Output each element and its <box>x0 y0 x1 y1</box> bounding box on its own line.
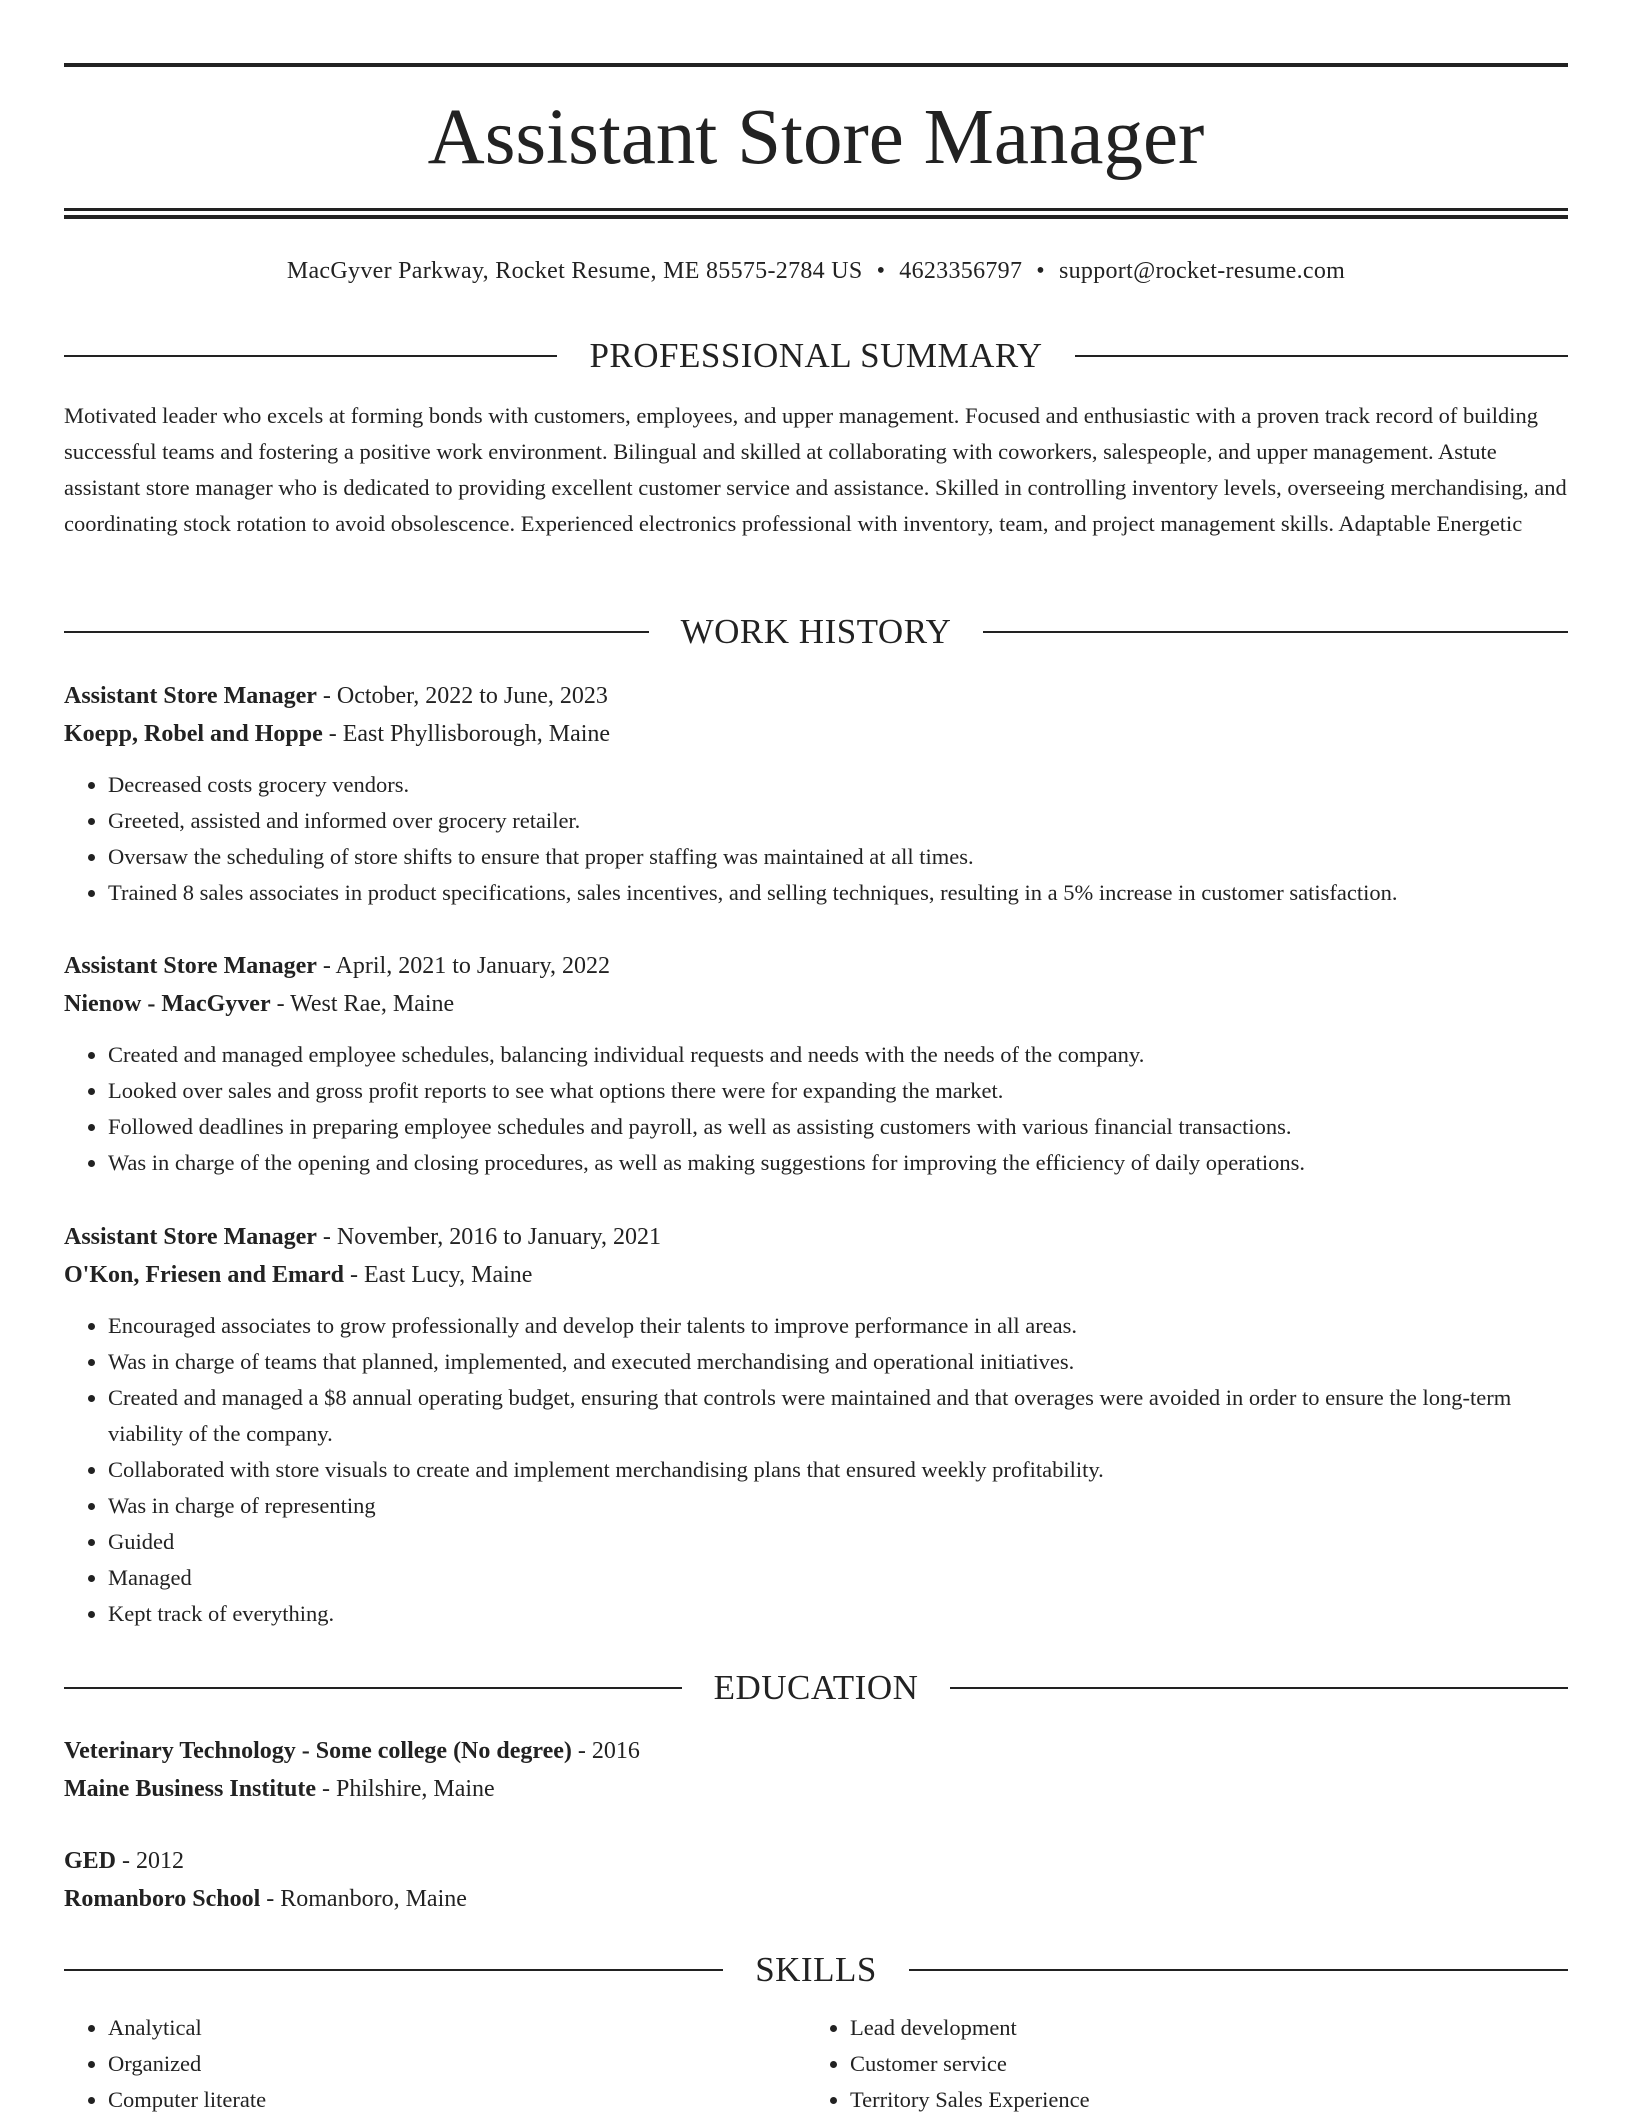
section-title: SKILLS <box>755 1950 877 1989</box>
job-title-line <box>64 677 1568 715</box>
list-item: • Trained 8 sales associates in product specifications, sales incentives, and selling techniques, resulting in a 5% increase in customer satisfaction. <box>108 875 1568 911</box>
job-dates: - November, 2016 to January, 2021 <box>316 1224 661 1250</box>
heading-rule <box>950 1687 1568 1689</box>
skill-item: • Organized <box>108 2046 806 2082</box>
section-heading-work-history <box>64 610 1568 654</box>
skills-list-right <box>806 2010 1548 2118</box>
job-company-line <box>64 1256 1568 1294</box>
list-item: • Created and managed employee schedules, balancing individual requests and needs with the needs of the company. <box>108 1037 1568 1073</box>
job-location: - West Rae, Maine <box>270 991 455 1017</box>
list-item: • Managed <box>108 1560 1568 1596</box>
heading-rule <box>983 631 1568 633</box>
job-dates: - April, 2021 to January, 2022 <box>316 953 610 979</box>
title-divider-upper <box>64 208 1568 211</box>
list-item: • Encouraged associates to grow professionally and develop their talents to improve performance in all areas. <box>108 1308 1568 1344</box>
job-location: - East Phyllisborough, Maine <box>322 721 611 747</box>
list-item: • Guided <box>108 1524 1568 1560</box>
list-item: • Looked over sales and gross profit reports to see what options there were for expanding the market. <box>108 1073 1568 1109</box>
job-bullets <box>64 1308 1568 1632</box>
heading-rule <box>64 355 557 357</box>
education-entry <box>64 1842 1568 1918</box>
skill-item: • Lead development <box>850 2010 1548 2046</box>
education-degree-line <box>64 1732 1568 1770</box>
education-school-line <box>64 1770 1568 1808</box>
contact-line <box>64 252 1568 290</box>
section-heading-skills <box>64 1948 1568 1992</box>
skill-item: • Analytical <box>108 2010 806 2046</box>
list-item: • Decreased costs grocery vendors. <box>108 767 1568 803</box>
list-item: • Kept track of everything. <box>108 1596 1568 1632</box>
section-title: WORK HISTORY <box>680 612 952 651</box>
list-item: • Oversaw the scheduling of store shifts to ensure that proper staffing was maintained at all times. <box>108 839 1568 875</box>
job-company: Nienow - MacGyver <box>64 991 271 1017</box>
list-item: • Followed deadlines in preparing employee schedules and payroll, as well as assisting customers with various financial transactions. <box>108 1109 1568 1145</box>
list-item: • Collaborated with store visuals to create and implement merchandising plans that ensured weekly profitability. <box>108 1452 1568 1488</box>
job-location: - East Lucy, Maine <box>344 1262 533 1288</box>
skill-item: • Computer literate <box>108 2082 806 2118</box>
job-company-line <box>64 715 1568 753</box>
contact-phone[interactable]: 4623356797 <box>899 258 1023 284</box>
list-item: • Created and managed a $8 annual operating budget, ensuring that controls were maintained and that overages were avoided in order to ensure the long-term viability of the company. <box>108 1380 1568 1452</box>
skill-item: • Customer service <box>850 2046 1548 2082</box>
title-divider-lower <box>64 215 1568 219</box>
contact-separator: • <box>876 258 886 284</box>
education-school: Romanboro School <box>64 1886 261 1912</box>
heading-rule <box>64 1969 723 1971</box>
job-role: Assistant Store Manager <box>64 1224 317 1250</box>
job-title-line <box>64 1218 1568 1256</box>
education-degree: GED <box>64 1848 117 1874</box>
education-year: - 2016 <box>571 1738 640 1764</box>
top-divider <box>64 63 1568 67</box>
education-location: - Romanboro, Maine <box>260 1886 467 1912</box>
heading-rule <box>1075 355 1568 357</box>
heading-rule <box>909 1969 1568 1971</box>
job-entry <box>64 947 1568 1181</box>
job-role: Assistant Store Manager <box>64 683 317 709</box>
list-item: • Was in charge of the opening and closing procedures, as well as making suggestions for improving the efficiency of daily operations. <box>108 1145 1568 1181</box>
heading-rule <box>64 1687 682 1689</box>
heading-rule <box>64 631 649 633</box>
list-item: • Greeted, assisted and informed over grocery retailer. <box>108 803 1568 839</box>
education-degree-line <box>64 1842 1568 1880</box>
job-bullets <box>64 1037 1568 1181</box>
section-title: EDUCATION <box>713 1668 919 1707</box>
list-item: • Was in charge of teams that planned, implemented, and executed merchandising and operational initiatives. <box>108 1344 1568 1380</box>
job-company: O'Kon, Friesen and Emard <box>64 1262 345 1288</box>
job-entry <box>64 1218 1568 1632</box>
resume-title: Assistant Store Manager <box>427 94 1205 181</box>
education-school-line <box>64 1880 1568 1918</box>
education-degree: Veterinary Technology - Some college (No degree) <box>64 1738 572 1764</box>
job-company-line <box>64 985 1568 1023</box>
section-title: PROFESSIONAL SUMMARY <box>589 336 1043 375</box>
section-heading-summary <box>64 334 1568 378</box>
education-location: - Philshire, Maine <box>316 1776 495 1802</box>
job-title-line <box>64 947 1568 985</box>
contact-separator: • <box>1036 258 1045 284</box>
contact-address: MacGyver Parkway, Rocket Resume, ME 85575-2784 US <box>286 258 863 284</box>
contact-email[interactable]: support@rocket-resume.com <box>1058 258 1346 284</box>
education-entry <box>64 1732 1568 1808</box>
job-company: Koepp, Robel and Hoppe <box>64 721 323 747</box>
job-role: Assistant Store Manager <box>64 953 317 979</box>
skill-item: • Territory Sales Experience <box>850 2082 1548 2118</box>
job-dates: - October, 2022 to June, 2023 <box>316 683 608 709</box>
job-entry <box>64 677 1568 911</box>
skills-columns <box>64 2010 1568 2118</box>
summary-paragraph: Motivated leader who excels at forming bonds with customers, employees, and upper management. Focused and enthusiastic with a proven track record of building successful teams and fostering a positive work environment. Bilingual and skilled at collaborating with coworkers, salespeople, and upper management. Astute assistant store manager who is dedicated to providing excellent customer service and assistance. Skilled in controlling inventory levels, overseeing merchandising, and coordinating stock rotation to avoid obsolescence. Experienced electronics professional with inventory, team, and project management skills. Adaptable Energetic <box>64 403 1567 536</box>
skills-list-left <box>64 2010 806 2118</box>
section-heading-education <box>64 1666 1568 1710</box>
job-bullets <box>64 767 1568 911</box>
list-item: • Was in charge of representing <box>108 1488 1568 1524</box>
education-school: Maine Business Institute <box>64 1776 317 1802</box>
education-year: - 2012 <box>116 1848 185 1874</box>
